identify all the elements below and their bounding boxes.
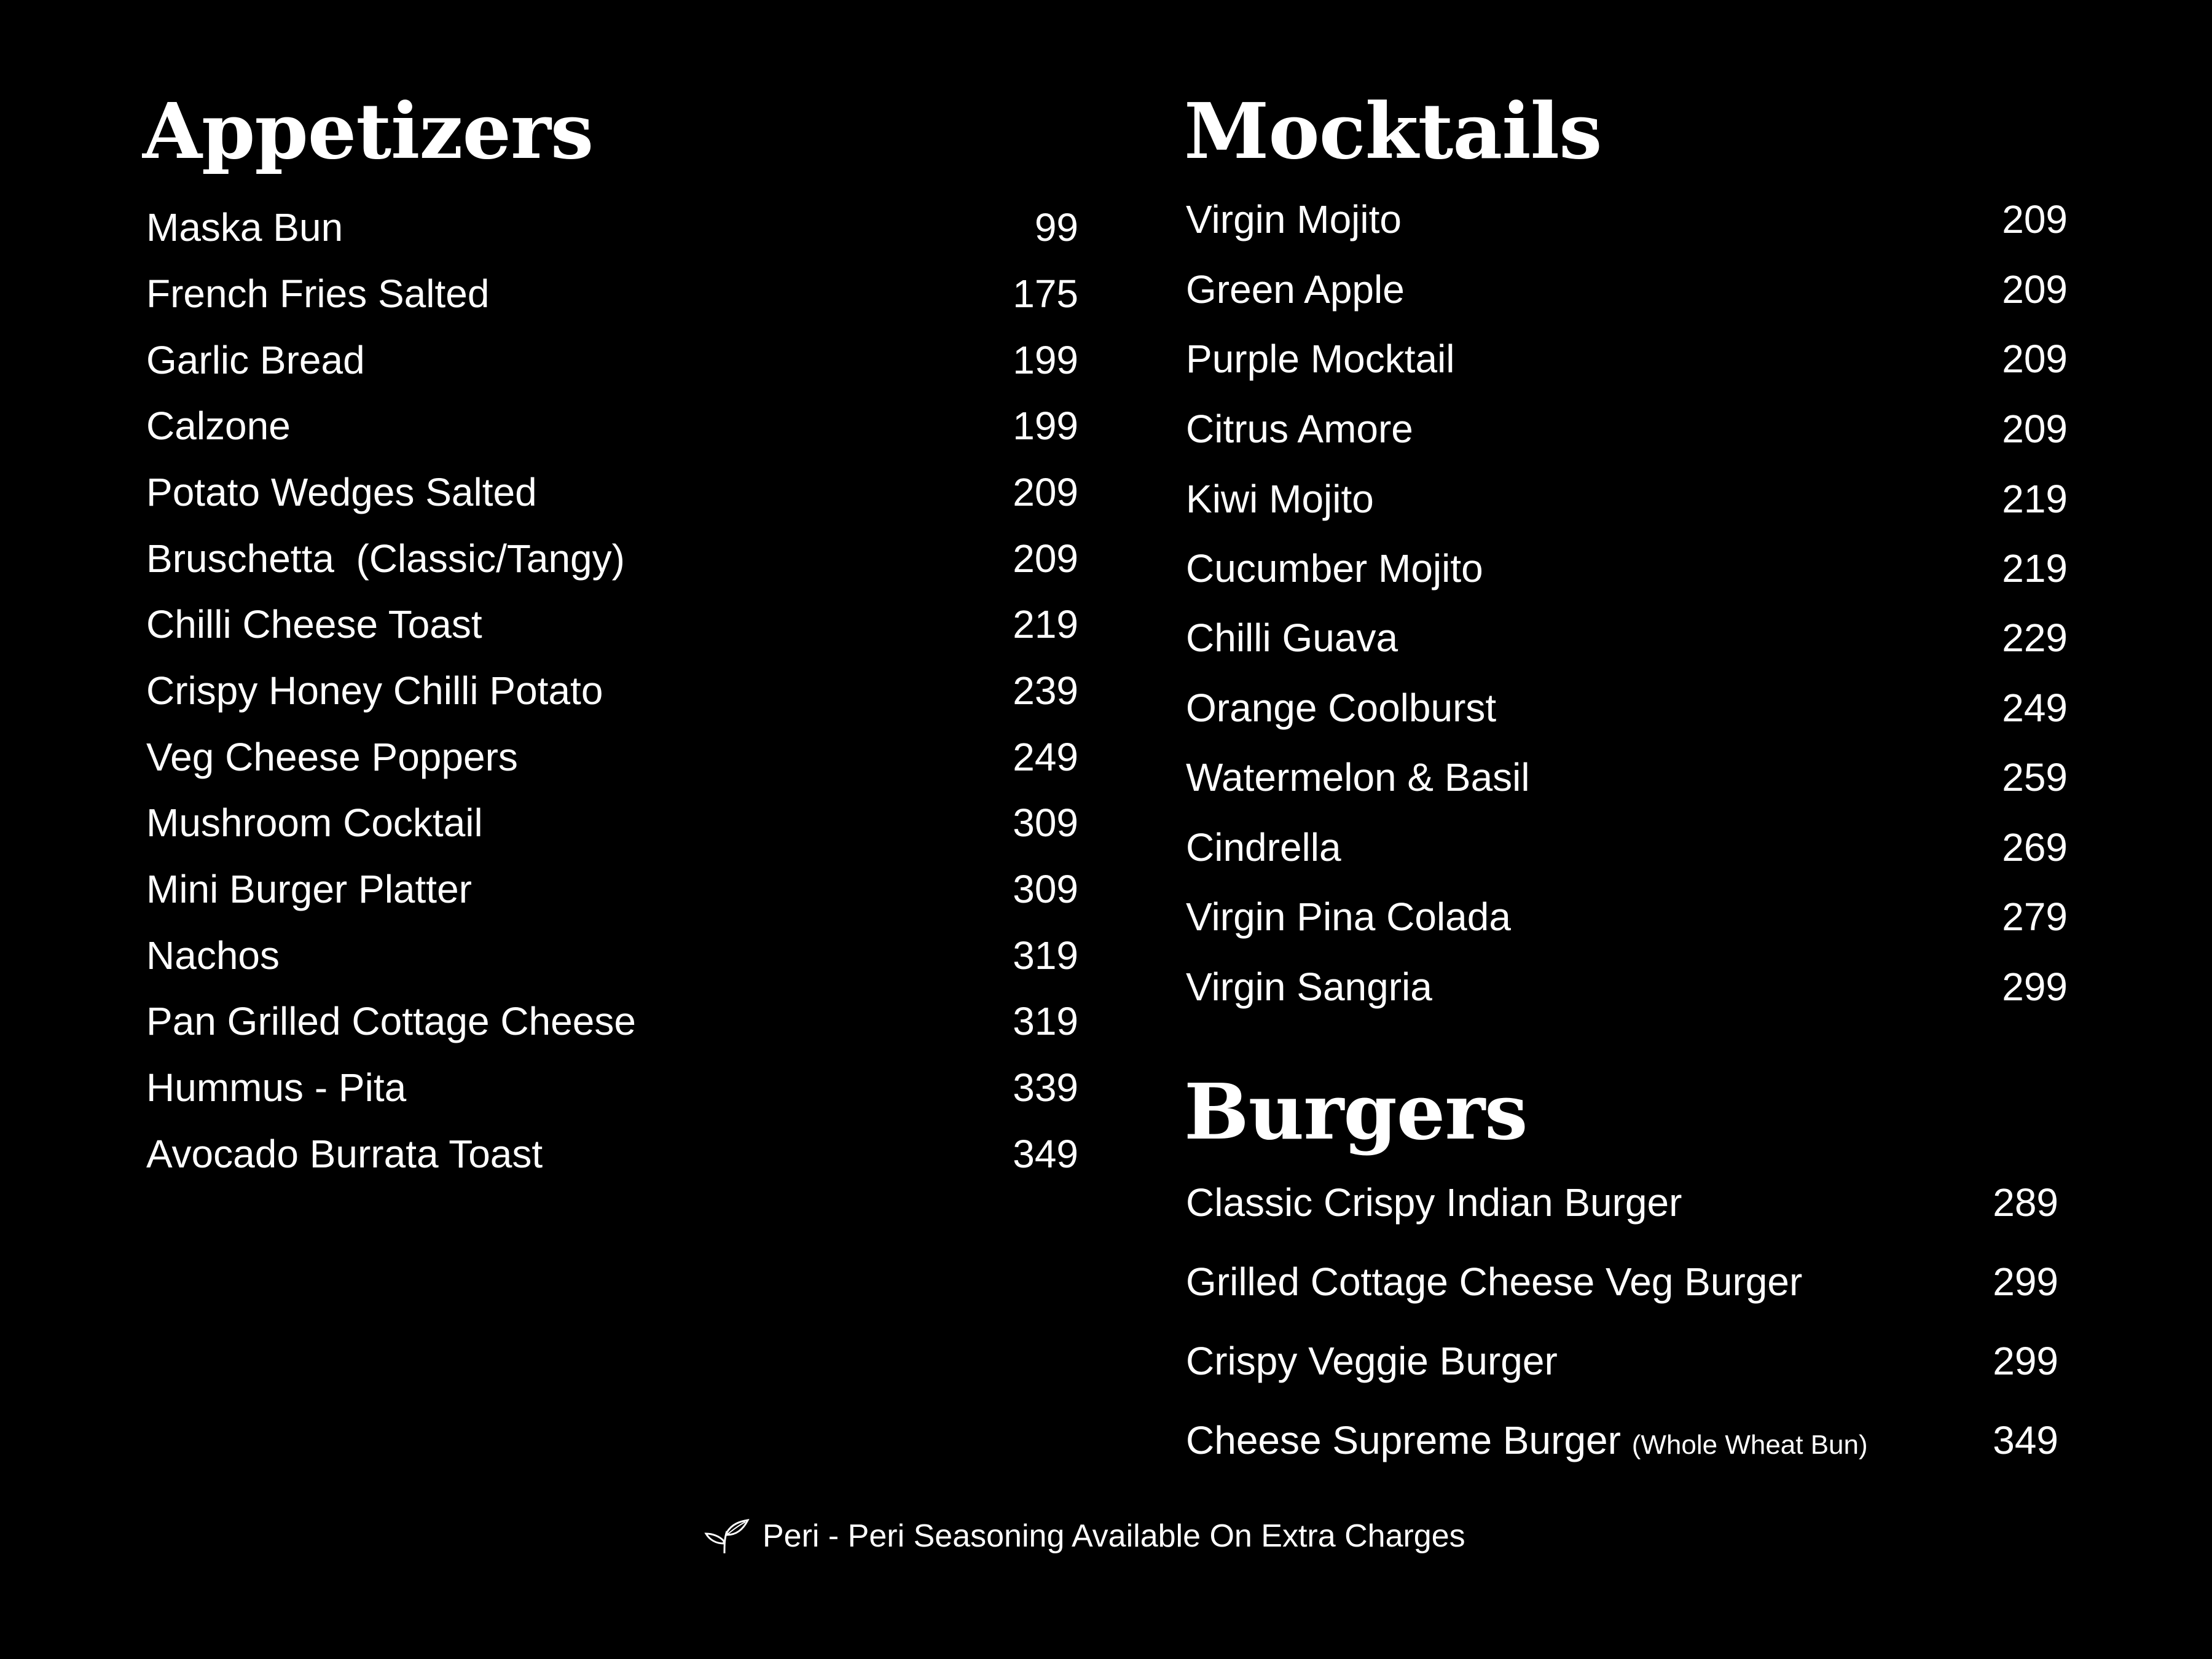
mocktail-item xyxy=(1186,337,2068,381)
burger-item xyxy=(1186,1260,2058,1304)
appetizer-item xyxy=(146,801,1078,845)
item-price: 339 xyxy=(1013,1065,1078,1110)
burger-note: (Whole Wheat Bun) xyxy=(1631,1430,1868,1460)
item-price: 209 xyxy=(2002,197,2068,241)
item-name: Bruschetta (Classic/Tangy) xyxy=(146,536,625,581)
item-name xyxy=(1186,1180,1682,1225)
item-price: 349 xyxy=(1993,1418,2058,1462)
burger-item xyxy=(1186,1418,2058,1462)
appetizer-item xyxy=(146,340,1078,380)
item-name: Green Apple xyxy=(1186,267,1405,312)
item-price: 319 xyxy=(1013,999,1078,1043)
item-name xyxy=(1186,1341,1558,1381)
appetizer-item xyxy=(146,1065,1078,1110)
item-price: 299 xyxy=(1993,1339,2058,1383)
item-price: 219 xyxy=(1013,602,1078,646)
item-name: Virgin Pina Colada xyxy=(1186,895,1511,939)
item-name: Calzone xyxy=(146,404,291,448)
item-name: Virgin Sangria xyxy=(1186,965,1432,1009)
item-name: Avocado Burrata Toast xyxy=(146,1132,543,1176)
mocktail-item xyxy=(1186,688,2068,728)
burger-item xyxy=(1186,1180,2058,1225)
item-name: Cucumber Mojito xyxy=(1186,546,1483,590)
item-name: Crispy Honey Chilli Potato xyxy=(146,669,603,713)
appetizer-item xyxy=(146,272,1078,316)
item-price: 209 xyxy=(2002,267,2068,312)
mocktail-item xyxy=(1186,965,2068,1009)
item-name: Orange Coolburst xyxy=(1186,686,1497,730)
item-price: 219 xyxy=(2002,477,2068,521)
item-price: 209 xyxy=(2002,407,2068,451)
item-price: 99 xyxy=(1034,205,1078,249)
item-price: 319 xyxy=(1013,933,1078,978)
item-name: Pan Grilled Cottage Cheese xyxy=(146,999,636,1043)
item-name: Chilli Guava xyxy=(1186,616,1398,660)
appetizer-item xyxy=(146,869,1078,909)
appetizer-item xyxy=(146,737,1078,777)
burgers-heading: Burgers xyxy=(1184,1067,1528,1157)
mocktail-item xyxy=(1186,755,2068,799)
item-price: 259 xyxy=(2002,755,2068,799)
item-price: 299 xyxy=(2002,965,2068,1009)
mocktail-item xyxy=(1186,197,2068,241)
item-price: 229 xyxy=(2002,616,2068,660)
item-price: 209 xyxy=(1013,470,1078,514)
appetizer-item xyxy=(146,999,1078,1043)
item-price: 309 xyxy=(1013,867,1078,911)
burger-name: Crispy Veggie Burger xyxy=(1186,1339,1558,1383)
item-name xyxy=(1186,1260,1803,1304)
item-name: Citrus Amore xyxy=(1186,407,1413,451)
appetizer-item xyxy=(146,933,1078,978)
item-price: 249 xyxy=(1013,735,1078,779)
item-name: French Fries Salted xyxy=(146,272,490,316)
burger-name: Classic Crispy Indian Burger xyxy=(1186,1180,1682,1225)
item-price: 349 xyxy=(1013,1132,1078,1176)
item-price: 219 xyxy=(2002,546,2068,590)
item-name: Kiwi Mojito xyxy=(1186,477,1374,521)
appetizer-item xyxy=(146,404,1078,448)
mocktail-item xyxy=(1186,825,2068,869)
appetizers-heading: Appetizers xyxy=(143,87,594,176)
appetizer-item xyxy=(146,669,1078,713)
item-name: Chilli Cheese Toast xyxy=(146,602,482,646)
item-name: Maska Bun xyxy=(146,205,343,249)
item-name: Watermelon & Basil xyxy=(1186,755,1530,799)
item-price: 199 xyxy=(1013,404,1078,448)
burger-name: Grilled Cottage Cheese Veg Burger xyxy=(1186,1260,1803,1304)
appetizer-item xyxy=(146,1134,1078,1174)
mocktail-item xyxy=(1186,409,2068,449)
item-price: 289 xyxy=(1993,1180,2058,1225)
item-name: Veg Cheese Poppers xyxy=(146,735,518,779)
item-name: Potato Wedges Salted xyxy=(146,470,537,514)
appetizer-item xyxy=(146,205,1078,249)
item-name: Cindrella xyxy=(1186,825,1341,869)
item-price: 269 xyxy=(2002,825,2068,869)
item-price: 209 xyxy=(1013,536,1078,581)
item-name: Purple Mocktail xyxy=(1186,337,1455,381)
footer-text: Peri - Peri Seasoning Available On Extra Charges xyxy=(763,1518,1465,1554)
footer-note xyxy=(704,1518,1465,1555)
item-name: Nachos xyxy=(146,933,280,978)
appetizer-item xyxy=(146,470,1078,514)
mocktail-item xyxy=(1186,616,2068,660)
item-price: 199 xyxy=(1013,338,1078,382)
mocktail-item xyxy=(1186,267,2068,312)
item-name: Hummus - Pita xyxy=(146,1065,407,1110)
item-price: 279 xyxy=(2002,895,2068,939)
item-price: 249 xyxy=(2002,686,2068,730)
mocktail-item xyxy=(1186,546,2068,590)
item-name: Mushroom Cocktail xyxy=(146,801,483,845)
mocktail-item xyxy=(1186,895,2068,939)
appetizer-item xyxy=(146,536,1078,581)
burger-name: Cheese Supreme Burger xyxy=(1186,1418,1621,1462)
item-name: Mini Burger Platter xyxy=(146,867,472,911)
item-name xyxy=(1186,1418,1868,1462)
item-name: Garlic Bread xyxy=(146,338,365,382)
item-price: 299 xyxy=(1993,1260,2058,1304)
mocktail-item xyxy=(1186,479,2068,519)
leaf-sprout-icon xyxy=(704,1518,750,1555)
item-price: 309 xyxy=(1013,801,1078,845)
item-name: Virgin Mojito xyxy=(1186,197,1402,241)
item-price: 175 xyxy=(1013,272,1078,316)
appetizer-item xyxy=(146,602,1078,646)
item-price: 239 xyxy=(1013,669,1078,713)
burger-item xyxy=(1186,1341,2058,1381)
mocktails-heading: Mocktails xyxy=(1184,87,1602,176)
item-price: 209 xyxy=(2002,337,2068,381)
